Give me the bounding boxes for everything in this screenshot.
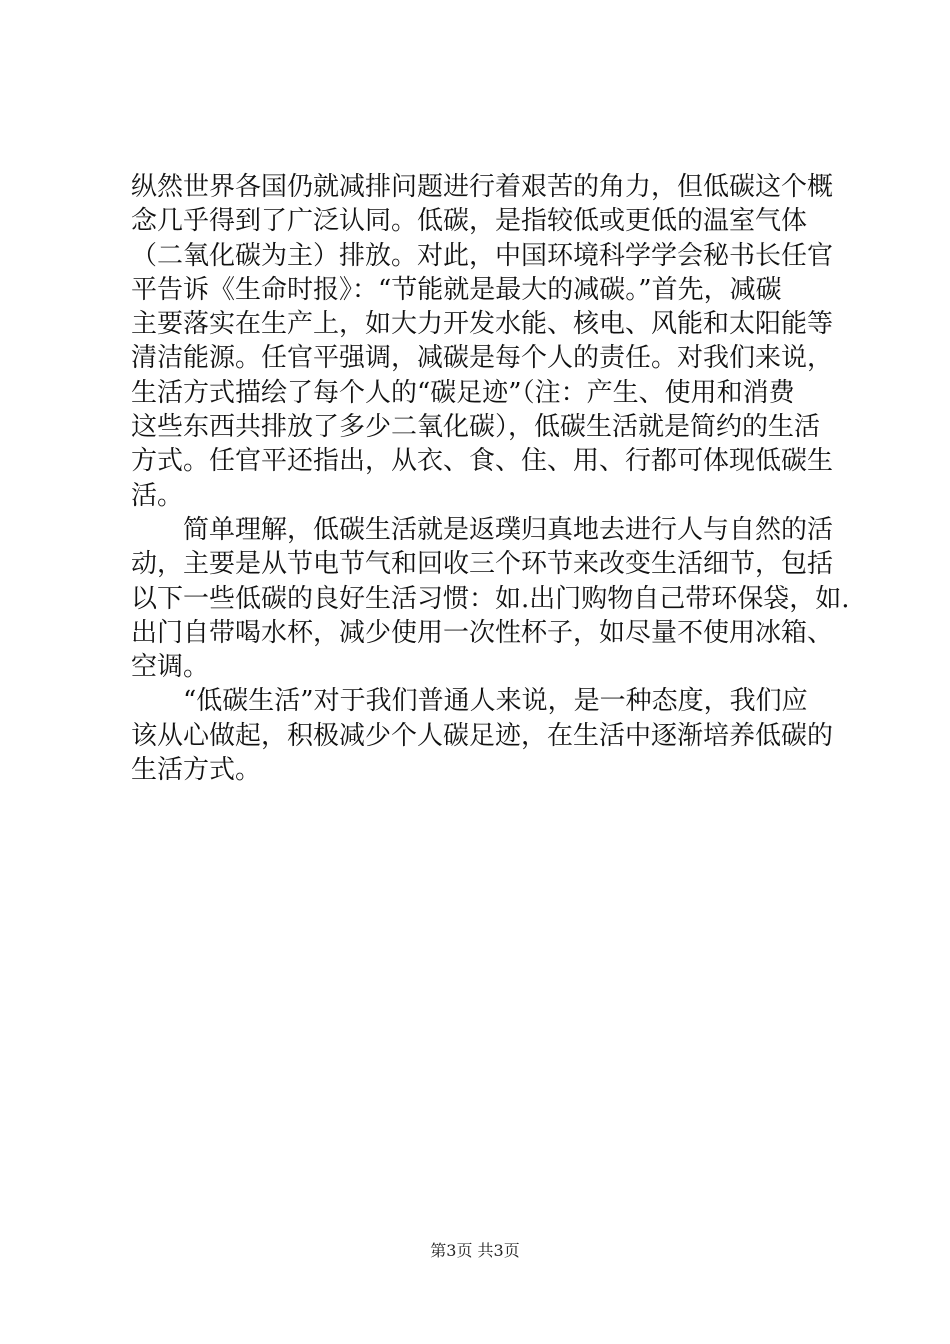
text-line: 生活方式描绘了每个人的“碳足迹”（注：产生、使用和消费: [131, 377, 795, 408]
text-line: 清洁能源。任官平强调，减碳是每个人的责任。对我们来说，: [131, 343, 834, 374]
text-line: 生活方式。: [131, 755, 262, 786]
text-line: 这些东西共排放了多少二氧化碳），低碳生活就是简约的生活: [131, 412, 821, 443]
text-line: 出门自带喝水杯，减少使用一次性杯子，如尽量不使用冰箱、: [131, 617, 834, 648]
text-line: “低碳生活”对于我们普通人来说，是一种态度，我们应: [131, 686, 808, 717]
text-line: 纵然世界各国仍就减排问题进行着艰苦的角力，但低碳这个概: [131, 172, 834, 202]
page-footer: [0, 1240, 950, 1262]
text-line: 主要落实在生产上，如大力开发水能、核电、风能和太阳能等: [131, 309, 834, 340]
document-body: [131, 170, 850, 787]
text-line: 以下一些低碳的良好生活习惯：如.出门购物自己带环保袋，如.: [131, 583, 850, 614]
text-line: 动，主要是从节电节气和回收三个环节来改变生活细节，包括: [131, 549, 834, 580]
text-line: 活。: [131, 480, 184, 511]
text-line: 方式。任官平还指出，从衣、食、住、用、行都可体现低碳生: [131, 446, 834, 477]
text-line: 简单理解，低碳生活就是返璞归真地去进行人与自然的活: [131, 514, 834, 545]
text-line: 空调。: [131, 652, 210, 683]
text-line: 该从心做起，积极减少个人碳足迹，在生活中逐渐培养低碳的: [131, 720, 834, 751]
text-line: 平告诉《生命时报》：“节能就是最大的减碳。”首先，减碳: [131, 274, 782, 305]
text-line: 念几乎得到了广泛认同。低碳，是指较低或更低的温室气体: [131, 206, 808, 237]
text-line: （二氧化碳为主）排放。对此，中国环境科学学会秘书长任官: [131, 240, 834, 271]
page-number: 第3页 共3页: [430, 1241, 520, 1260]
